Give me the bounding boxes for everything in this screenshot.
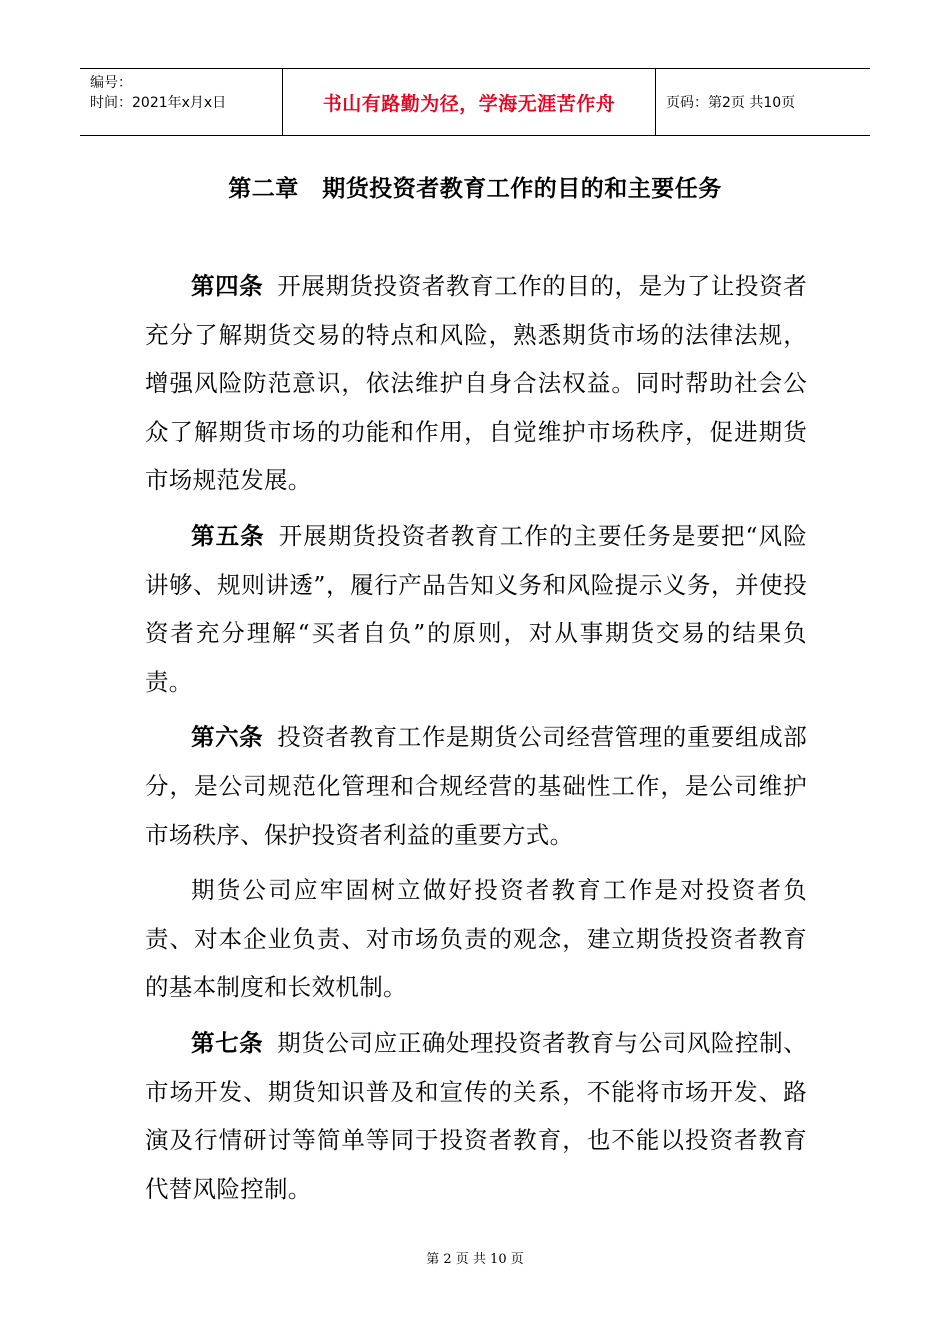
- header-page-info: 页码：第2页 共10页: [666, 95, 796, 111]
- header-meta: [80, 69, 283, 135]
- article-6-continued: [145, 866, 807, 1012]
- article-4: [145, 262, 807, 505]
- article-text: 期货公司应正确处理投资者教育与公司风险控制、市场开发、期货知识普及和宣传的关系，不能将市场开发、路演及行情研讨等简单等同于投资者教育，也不能以投资者教育代替风险控制。: [145, 1028, 807, 1203]
- article-text: 开展期货投资者教育工作的主要任务是要把“风险讲够、规则讲透”，履行产品告知义务和风险提示义务，并使投资者充分理解“买者自负”的原则，对从事期货交易的结果负责。: [145, 521, 807, 696]
- article-text: 开展期货投资者教育工作的目的，是为了让投资者充分了解期货交易的特点和风险，熟悉期货市场的法律法规，增强风险防范意识，依法维护自身合法权益。同时帮助社会公众了解期货市场的功能和作用，自觉维护市场秩序，促进期货市场规范发展。: [145, 272, 807, 495]
- page-footer: 第 2 页 共 10 页: [426, 1252, 524, 1267]
- article-5: [145, 512, 807, 706]
- article-6: [145, 713, 807, 859]
- header-motto: 书山有路勤为径，学海无涯苦作舟: [283, 69, 656, 135]
- article-heading: 第五条: [191, 521, 265, 550]
- number-label: 编号：: [90, 75, 132, 91]
- paragraph-text: 期货公司应牢固树立做好投资者教育工作是对投资者负责、对本企业负责、对市场负责的观念，建立期货投资者教育的基本制度和长效机制。: [145, 876, 807, 1002]
- article-heading: 第四条: [191, 272, 264, 300]
- article-text: 投资者教育工作是期货公司经营管理的重要组成部分，是公司规范化管理和合规经营的基础性工作，是公司维护市场秩序、保护投资者利益的重要方式。: [145, 723, 807, 849]
- document-body: [145, 262, 807, 1220]
- article-7: [145, 1019, 807, 1213]
- article-heading: 第七条: [191, 1028, 264, 1057]
- page-header: [80, 68, 870, 136]
- article-heading: 第六条: [191, 723, 264, 752]
- chapter-title: 第二章 期货投资者教育工作的目的和主要任务: [228, 176, 722, 202]
- date-label: 时间：2021年x月x日: [90, 95, 227, 111]
